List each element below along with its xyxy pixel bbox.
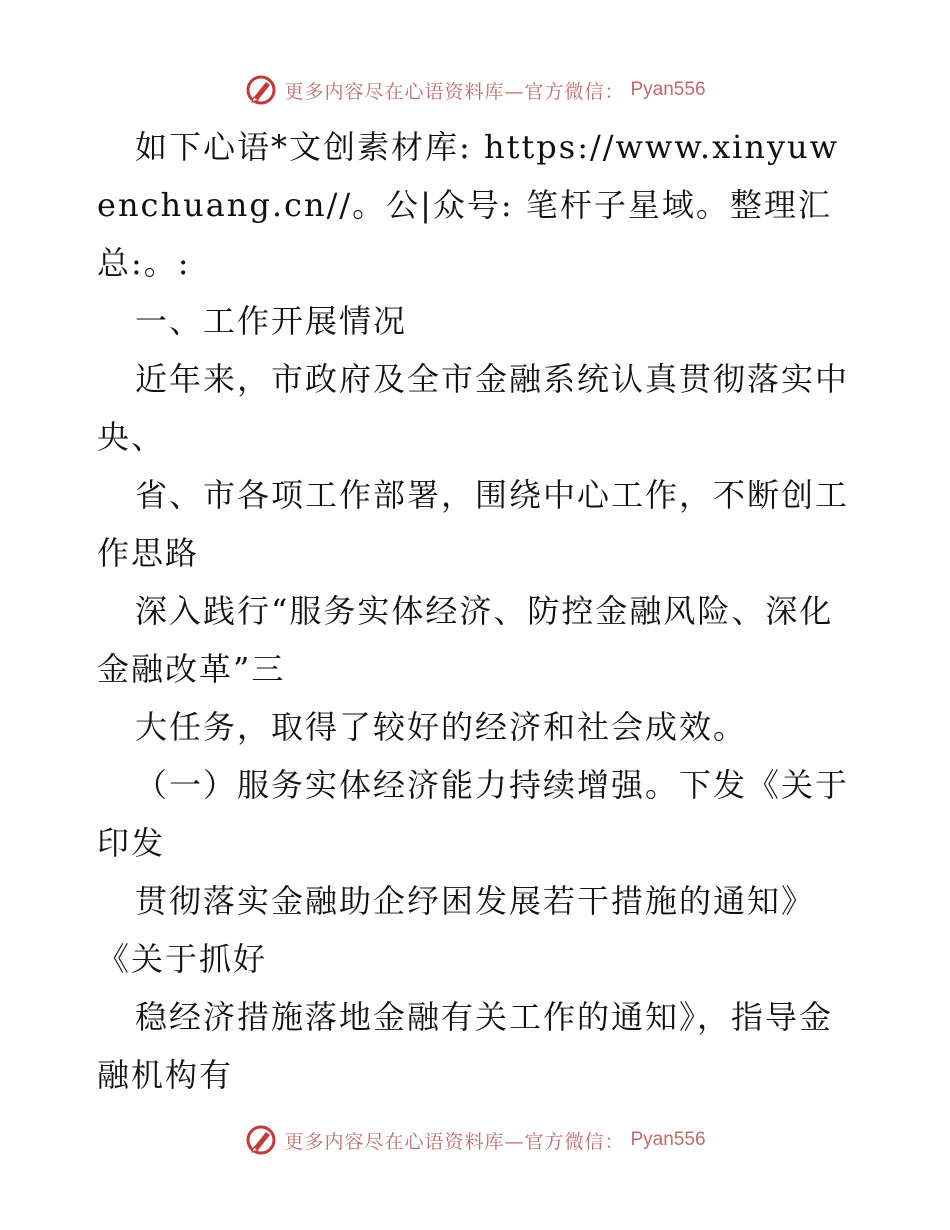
section-heading: 一、工作开展情况	[135, 302, 408, 340]
paragraph: 贯彻落实金融助企纾困发展若干措施的通知》《关于抓好	[97, 882, 816, 978]
watermark-text: 更多内容尽在心语资料库—官方微信：	[284, 1130, 625, 1153]
pen-logo-icon	[244, 1123, 278, 1157]
paragraph: 近年来，市政府及全市金融系统认真贯彻落实中央、	[97, 360, 850, 456]
document-body	[97, 118, 857, 1104]
watermark-wechat-id: Pyan556	[630, 79, 706, 100]
paragraph: 省、市各项工作部署，围绕中心工作，不断创工作思路	[97, 476, 850, 572]
watermark-wechat-id: Pyan556	[630, 1129, 706, 1150]
paragraph-intro: 如下心语*文创素材库: https://www.xinyuwenchuang.cn//。公|众号: 笔杆子星域。整理汇总:。:	[97, 128, 840, 282]
header-watermark	[0, 70, 950, 110]
subsection-paragraph: （一）服务实体经济能力持续增强。下发《关于印发	[97, 766, 850, 862]
paragraph: 稳经济措施落地金融有关工作的通知》，指导金融机构有	[97, 998, 834, 1094]
paragraph: 深入践行“服务实体经济、防控金融风险、深化金融改革”三	[97, 592, 834, 688]
pen-logo-icon	[244, 73, 278, 107]
watermark-text: 更多内容尽在心语资料库—官方微信：	[284, 80, 625, 103]
paragraph: 大任务，取得了较好的经济和社会成效。	[135, 708, 748, 746]
footer-watermark	[0, 1120, 950, 1160]
